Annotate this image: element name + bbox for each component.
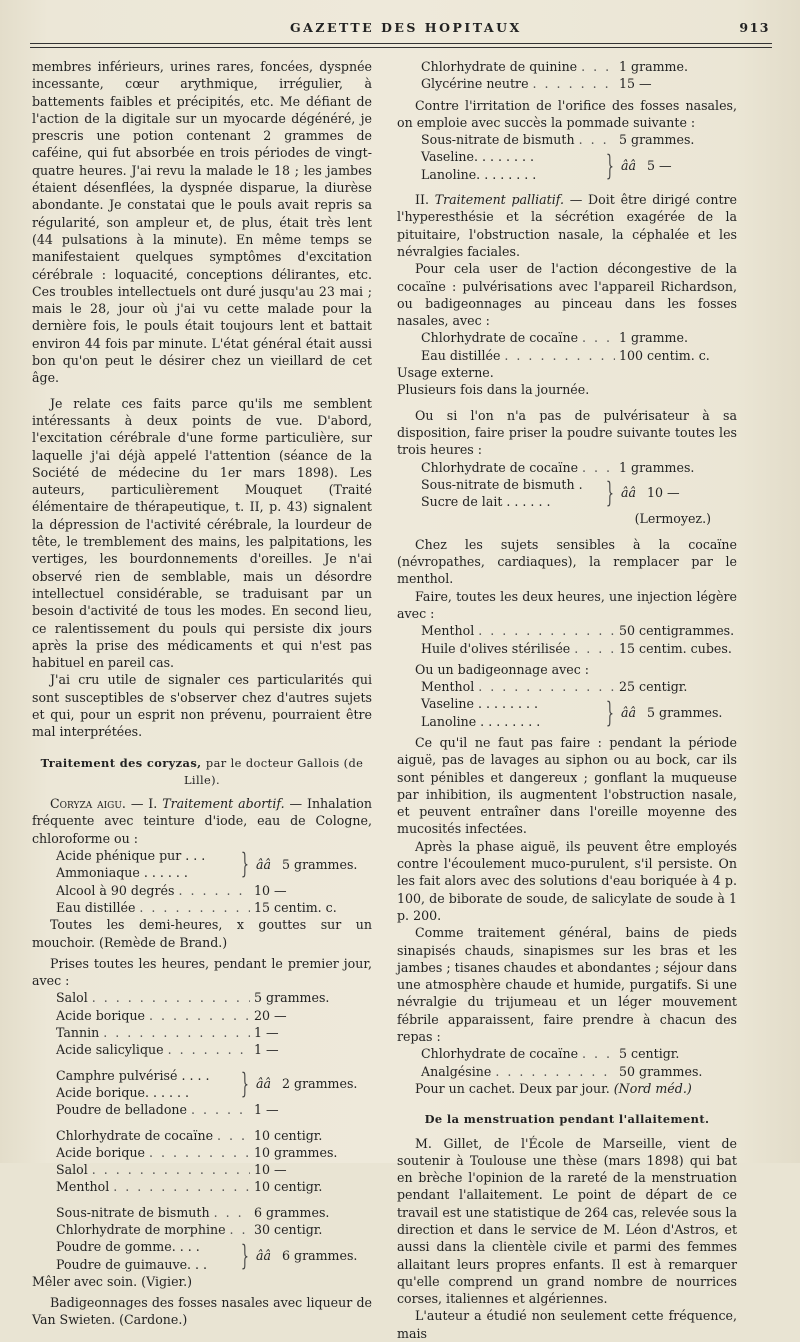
- prescription-line: [56, 989, 372, 1006]
- ingredient: Eau distillée: [421, 347, 501, 363]
- prescription-group: Acide phénique pur . . . Ammoniaque . . . . . . } ââ 5 grammes.: [56, 847, 372, 882]
- prescription-line: [421, 329, 737, 346]
- paragraph: L'auteur a étudié non seulement cette fréquence, mais: [397, 1308, 737, 1341]
- paragraph: Faire, toutes les deux heures, une injection légère avec :: [397, 588, 737, 621]
- ingredient: Salol: [56, 990, 88, 1006]
- quantity: 30 centigr.: [254, 1222, 323, 1237]
- quantity: 5 grammes.: [619, 132, 695, 148]
- prescription-group: Vaseline . . . . . . . . Lanoline . . . . . . . . } ââ 5 grammes.: [421, 695, 737, 730]
- paragraph: Après la phase aiguë, ils peuvent être employés contre l'écoulement muco-purulent, s'il persiste. On les fait alors avec des solutions d'eau boriquée à 4 p. 100, de biborate de soude, de salicylate de soude à 1 p. 200.: [397, 838, 737, 923]
- prescription-line: [421, 58, 737, 75]
- prescription-line: [56, 1127, 372, 1144]
- prescription-line: [421, 75, 737, 92]
- prescription-line: [56, 1221, 372, 1238]
- quantity: 25 centigr.: [619, 679, 688, 695]
- left-column: [32, 58, 372, 1329]
- quantity: 10 centigr.: [254, 1179, 323, 1195]
- page-header: [30, 20, 770, 44]
- prescription: [32, 1067, 372, 1119]
- prescription: [32, 989, 372, 1058]
- prescription-line: [421, 459, 737, 476]
- quantity: 1 —: [254, 1102, 279, 1118]
- section-title: Traitement des coryzas,: [40, 755, 202, 770]
- ingredient: Ammoniaque . . . . . .: [56, 865, 188, 881]
- paragraph: Mêler avec soin. (Vigier.): [32, 1273, 193, 1289]
- ingredient: Salol: [56, 1162, 88, 1178]
- prescription-line: [421, 678, 737, 695]
- quantity: 10 —: [254, 1162, 287, 1178]
- ingredient: Glycérine neutre: [421, 76, 529, 92]
- prescription: [397, 1045, 737, 1080]
- prescription-line: [56, 1041, 372, 1058]
- paragraph: Je relate ces faits parce qu'ils me semblent intéressants à deux points de vue. D'abord, l'excitation cérébrale d'une forme particulière, sur laquelle j'ai déjà appelé l'attention (séance de la Société de médecine du 1er mars 1898). Les auteurs, particulièrement Mouquet (Traité élémentaire de thérapeutique, t. II, p. 43) signalent la dépression de l'activité cérébrale, la lourdeur de tête, le tremblement des mains, les palpitations, les vertiges, les bourdonnements d'oreilles. Je n'ai observé rien de semblable, mais un désordre intellectuel considérable, se traduisant par un besoin d'activité de tous les modes. En second lieu, ce ralentissement du pouls qui persiste dix jours après la prise des médicaments et qui n'est pas habituel en pareil cas.: [32, 395, 372, 671]
- prescription-line: [56, 1024, 372, 1041]
- quantity: 6 grammes.: [282, 1247, 358, 1263]
- ingredient: Acide borique: [56, 1007, 146, 1023]
- paragraph-text: Pour un cachet. Deux par jour.: [415, 1080, 614, 1096]
- paragraph: Ou un badigeonnage avec :: [415, 661, 590, 677]
- prescription: [32, 1127, 372, 1196]
- paragraph: Usage externe.: [397, 365, 494, 381]
- ingredient: Acide borique. . . . . .: [56, 1084, 190, 1100]
- quantity: 10 grammes.: [254, 1144, 338, 1160]
- prescription: [32, 847, 372, 916]
- ingredient: Menthol: [56, 1179, 110, 1195]
- paragraph: Contre l'irritation de l'orifice des fosses nasales, on emploie avec succès la pommade suivante :: [397, 97, 737, 130]
- quantity: 15 centim. cubes.: [619, 640, 732, 656]
- ingredient: Vaseline. . . . . . . .: [421, 149, 535, 165]
- paragraph: Plusieurs fois dans la journée.: [397, 382, 590, 398]
- ingredient: Poudre de guimauve. . .: [56, 1256, 208, 1272]
- ingredient: Acide phénique pur . . .: [56, 848, 206, 864]
- ingredient: Analgésine: [421, 1063, 492, 1079]
- ingredient: Sucre de lait . . . . . .: [421, 494, 551, 510]
- prescription: [397, 131, 737, 183]
- paragraph: Ce qu'il ne faut pas faire : pendant la période aiguë, pas de lavages au siphon ou au bock, car ils sont pénibles et dangereux ; gonflant la muqueuse par inhibition, ils augmentent l'obstruction nasale, et peuvent entraîner dans l'oreille moyenne des mucosités infectées.: [397, 734, 737, 837]
- prescription-line: [56, 882, 372, 899]
- quantity: 1 gramme.: [619, 330, 688, 346]
- ingredient: Menthol: [421, 623, 475, 639]
- section-number: — I.: [125, 796, 163, 812]
- prescription-line: [421, 622, 737, 639]
- prescription-line: [56, 1101, 372, 1118]
- quantity: 15 —: [619, 76, 652, 92]
- quantity: 50 grammes.: [619, 1063, 703, 1079]
- aa-mark: ââ: [256, 1247, 272, 1263]
- ingredient: Chlorhydrate de quinine: [421, 59, 578, 74]
- ingredient: Lanoline . . . . . . . .: [421, 713, 541, 729]
- prescription: [397, 459, 737, 528]
- ingredient: Lanoline. . . . . . . .: [421, 166, 537, 182]
- aa-mark: ââ: [256, 1076, 272, 1092]
- quantity: 5 centigr.: [619, 1046, 680, 1062]
- ingredient: Sous-nitrate de bismuth: [421, 132, 575, 148]
- quantity: 50 centigrammes.: [619, 623, 735, 639]
- aa-mark: ââ: [621, 705, 637, 721]
- quantity: 1 grammes.: [619, 459, 695, 475]
- ingredient: Tannin: [56, 1025, 100, 1041]
- aa-mark: ââ: [621, 485, 637, 501]
- prescription-line: [56, 1178, 372, 1195]
- prescription-line: [56, 1204, 372, 1221]
- paragraph-text: — Inhalation fréquente avec teinture d'iode, eau de Cologne, chloroforme ou :: [32, 796, 372, 846]
- header-rule: [30, 43, 772, 44]
- paragraph: Chez les sujets sensibles à la cocaïne (névropathes, cardiaques), la remplacer par le menthol.: [397, 536, 737, 587]
- prescription: [32, 1204, 372, 1273]
- paragraph: Pour cela user de l'action décongestive de la cocaïne : pulvérisations avec l'appareil Richardson, ou badigeonnages au pinceau dans les fosses nasales, avec :: [397, 261, 737, 329]
- subheading-italic: Traitement palliatif.: [434, 192, 564, 208]
- prescription-line: [56, 1161, 372, 1178]
- ingredient: Sous-nitrate de bismuth .: [421, 476, 583, 492]
- quantity: 1 —: [254, 1042, 279, 1058]
- ingredient: Chlorhydrate de cocaïne: [421, 459, 579, 475]
- section-heading: De la menstruation pendant l'allaitement.: [424, 1112, 710, 1127]
- prescription-line: [56, 1007, 372, 1024]
- prescription-line: [56, 1144, 372, 1161]
- quantity: 10 —: [254, 882, 287, 898]
- paragraph: Ou si l'on n'a pas de pulvérisateur à sa disposition, faire priser la poudre suivante toutes les trois heures :: [397, 407, 737, 458]
- section-heading: [32, 755, 372, 790]
- quantity: 100 centim. c.: [619, 347, 710, 363]
- paragraph: M. Gillet, de l'École de Marseille, vient de soutenir à Toulouse une thèse (mars 1898) qui bat en brèche l'opinion de la rareté de la menstruation pendant l'allaitement. Le point de départ de ce travail est une statistique de 264 cas, relevée sous la direction et dans le service de M. Léon d'Astros, et aussi dans la clientèle civile et parmi des femmes allaitant leurs propres enfants. Il est à remarquer qu'elle comprend un grand nombre de nourrices corses, italiennes et algériennes.: [397, 1135, 737, 1307]
- ingredient: Acide borique: [56, 1144, 146, 1160]
- prescription: [397, 622, 737, 657]
- quantity: 5 —: [647, 158, 672, 174]
- journal-title: GAZETTE DES HOPITAUX: [290, 20, 522, 35]
- quantity: 6 grammes.: [254, 1204, 330, 1220]
- ingredient: Huile d'olives stérilisée: [421, 640, 571, 656]
- ingredient: Sous-nitrate de bismuth: [56, 1204, 210, 1220]
- paragraph-text: — Doit être dirigé contre l'hyperesthésie et la sécrétion exagérée de la pituitaire, l'obstruction nasale, la céphalée et les névralgies faciales.: [397, 192, 737, 259]
- paragraph: Badigeonnages des fosses nasales avec liqueur de Van Swieten. (Cardone.): [32, 1295, 372, 1328]
- subheading: Coryza aigu.: [50, 796, 126, 812]
- prescription-group: Vaseline. . . . . . . . Lanoline. . . . . . . . } ââ 5 —: [421, 148, 737, 183]
- quantity: 5 grammes.: [647, 705, 723, 721]
- quantity: 15 centim. c.: [254, 899, 337, 915]
- right-column: [397, 58, 737, 1342]
- ingredient: Camphre pulvérisé . . . .: [56, 1067, 210, 1083]
- citation: (Nord méd.): [613, 1080, 692, 1096]
- paragraph: membres inférieurs, urines rares, foncées, dyspnée incessante, cœur arythmique, irrégulier, à battements faibles et précipités, etc. Me défiant de l'action de la digitale sur un myocarde dégénéré, je prescris une potion contenant 2 grammes de caféine, qui fut absorbée en trois périodes de vingt-quatre heures. J'ai revu la malade le 18 ; les jambes étaient désenflées, la dyspnée disparue, la diurèse abondante. Je constatai que le pouls avait repris sa régularité, son ampleur et, de plus, était très lent (44 pulsations à la minute). En même temps se manifestaient quelques symptômes d'excitation cérébrale : loquacité, conceptions délirantes, etc. Ces troubles intellectuels ont duré jusqu'au 23 mai ; mais le 28, jour où j'ai vu cette malade pour la dernière fois, le pouls était toujours lent et battait environ 44 fois par minute. L'état général était aussi bon qu'on peut le désirer chez un vieillard de cet âge.: [32, 59, 372, 386]
- prescription: [397, 678, 737, 730]
- section-author: par le docteur Gallois (de Lille).: [183, 755, 364, 787]
- aa-mark: ââ: [621, 158, 637, 174]
- prescription: [397, 329, 737, 364]
- ingredient: Chlorhydrate de cocaïne: [421, 330, 579, 346]
- ingredient: Chlorhydrate de cocaïne: [56, 1127, 214, 1143]
- prescription-line: [56, 899, 372, 916]
- ingredient: Poudre de belladone: [56, 1102, 187, 1118]
- quantity: 5 grammes.: [282, 856, 358, 872]
- ingredient: Alcool à 90 degrés: [56, 882, 175, 898]
- paragraph: Prises toutes les heures, pendant le premier jour, avec :: [32, 955, 372, 989]
- citation: (Lermoyez.): [634, 511, 711, 527]
- paragraph: J'ai cru utile de signaler ces particularités qui sont susceptibles de s'observer chez d'autres sujets et qui, pour un esprit non prévenu, pourraient être mal interprétées.: [32, 672, 372, 740]
- prescription-group: Sous-nitrate de bismuth . Sucre de lait . . . . . . } ââ 10 —: [421, 476, 737, 511]
- prescription-line: [421, 640, 737, 657]
- prescription-line: [421, 1045, 737, 1062]
- section-number: II.: [415, 192, 435, 208]
- prescription-group: Camphre pulvérisé . . . . Acide borique. . . . . . } ââ 2 grammes.: [56, 1067, 372, 1102]
- ingredient: Chlorhydrate de morphine: [56, 1222, 226, 1237]
- ingredient: Chlorhydrate de cocaïne: [421, 1046, 579, 1062]
- paragraph: [397, 1080, 737, 1097]
- quantity: 10 —: [647, 485, 680, 501]
- paragraph: [397, 191, 737, 260]
- prescription-line: [421, 347, 737, 364]
- paragraph: Comme traitement général, bains de pieds sinapisés chauds, sinapismes sur les bras et les jambes ; tisanes chaudes et abondantes ; séjour dans une atmosphère chaude et humide, purgatifs. Si une névralgie du trijumeau et un léger mouvement fébrile apparaissent, faire prendre à chacun des repas :: [397, 925, 737, 1045]
- aa-mark: ââ: [256, 856, 272, 872]
- prescription-line: [421, 1063, 737, 1080]
- quantity: 1 —: [254, 1025, 279, 1041]
- page-number: 913: [739, 20, 770, 35]
- quantity: 20 —: [254, 1007, 287, 1023]
- ingredient: Eau distillée: [56, 899, 136, 915]
- quantity: 10 centigr.: [254, 1127, 323, 1143]
- prescription: [397, 58, 737, 93]
- header-rule-thin: [30, 47, 772, 48]
- prescription-group: Poudre de gomme. . . . Poudre de guimauve. . . } ââ 6 grammes.: [56, 1238, 372, 1273]
- ingredient: Menthol: [421, 679, 475, 695]
- quantity: 5 grammes.: [254, 990, 330, 1006]
- ingredient: Acide salicylique: [56, 1042, 164, 1058]
- paragraph: Toutes les demi-heures, x gouttes sur un mouchoir. (Remède de Brand.): [32, 917, 372, 950]
- ingredient: Vaseline . . . . . . . .: [421, 696, 539, 712]
- quantity: 1 gramme.: [619, 59, 688, 74]
- paragraph: [32, 795, 372, 847]
- prescription-line: [421, 131, 737, 148]
- subheading-italic: Traitement abortif.: [162, 796, 285, 812]
- quantity: 2 grammes.: [282, 1076, 358, 1092]
- ingredient: Poudre de gomme. . . .: [56, 1239, 200, 1255]
